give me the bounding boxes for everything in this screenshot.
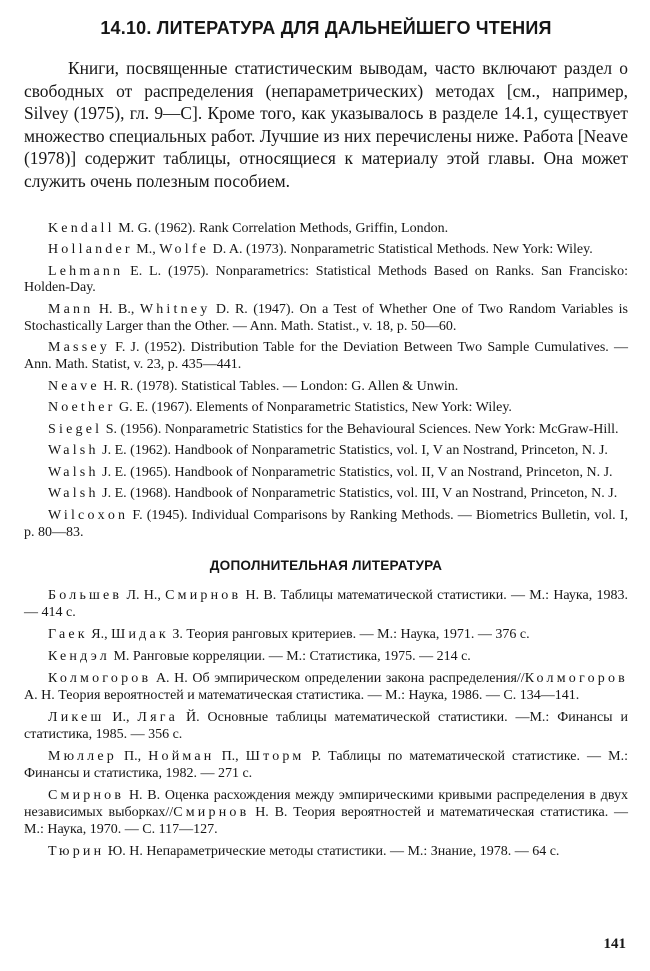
reference-entry: [24, 400, 628, 417]
reference-entry: [24, 340, 628, 374]
reference-author: Kendall: [48, 220, 115, 236]
reference-text: П.,: [214, 748, 246, 764]
reference-text: G. E. (1967). Elements of Nonparametric Statistics, New York: Wiley.: [115, 400, 512, 416]
reference-text: Ю. Н. Непараметрические методы статистики. — М.: Знание, 1978. — 64 с.: [104, 843, 560, 859]
reference-text: S. (1956). Nonparametric Statistics for the Behavioural Sciences. New York: McGraw-Hill.: [102, 421, 619, 437]
reference-entry: [24, 710, 628, 744]
reference-author: Walsh: [48, 486, 99, 502]
reference-text: E. L. (1975). Nonparametrics: Statistical Methods Based on Ranks. San Francisko: Holden-Day.: [24, 263, 628, 296]
reference-entry: [24, 649, 628, 666]
reference-entry: [24, 302, 628, 336]
reference-entry: [24, 465, 628, 482]
reference-entry: [24, 422, 628, 439]
reference-author: Mann: [48, 301, 94, 317]
reference-text: M. G. (1962). Rank Correlation Methods, Griffin, London.: [114, 220, 449, 236]
reference-text: F. (1945). Individual Comparisons by Ranking Methods. — Biometrics Bulletin, vol. I, p. 80—83.: [24, 507, 628, 540]
reference-author: Мюллер: [48, 748, 117, 764]
reference-author: Гаек: [48, 626, 88, 642]
reference-author: Смирнов: [165, 587, 242, 603]
reference-text: H. B.,: [93, 301, 140, 317]
section-title: 14.10. ЛИТЕРАТУРА ДЛЯ ДАЛЬНЕЙШЕГО ЧТЕНИЯ: [100, 18, 552, 38]
reference-author: Нойман: [148, 748, 215, 764]
reference-text: J. E. (1965). Handbook of Nonparametric Statistics, vol. II, V an Nostrand, Princeton, N. J.: [98, 464, 613, 480]
reference-entry: [24, 379, 628, 396]
reference-text: З. Теория ранговых критериев. — М.: Наука, 1971. — 376 с.: [168, 626, 530, 642]
additional-reference-list: [24, 588, 628, 861]
reference-entry: [24, 508, 628, 542]
reference-text: А. Н. Теория вероятностей и математическая статистика. — М.: Наука, 1986. — С. 134—141.: [24, 687, 580, 703]
intro-paragraph: Книги, посвященные статистическим выводам, часто включают раздел о свободных от распределения (непараметрических) методах [см., например, Silvey (1975), гл. 9—C]. Кроме того, как указывалось в разделе 14.1, существует множество специальных работ. Лучшие из них перечислены ниже. Работа [Neave (1978)] содержит таблицы, относящиеся к материалу этой главы. Она может служить очень полезным пособием.: [24, 58, 628, 191]
reference-entry: [24, 671, 628, 705]
reference-text: Н. В. Таблицы математической статистики. — М.: Наука, 1983. — 414 с.: [24, 587, 628, 620]
reference-entry: [24, 264, 628, 298]
reference-text: Л. Н.,: [122, 587, 166, 603]
reference-text: Й. Основные таблицы математической статистики. —М.: Финансы и статистика, 1985. — 356 с.: [24, 709, 628, 742]
reference-author: Hollander: [48, 242, 133, 258]
reference-text: Р. Таблицы по математической статистике. — М.: Финансы и статистика, 1982. — 271 с.: [24, 748, 628, 781]
reference-text: D. R. (1947). On a Test of Whether One of Two Random Variables is Stochastically Larger than the Other. — Ann. Math. Statist., v. 18, p. 50—60.: [24, 301, 629, 334]
reference-text: М. Ранговые корреляции. — М.: Статистика, 1975. — 214 с.: [109, 648, 471, 664]
reference-text: Я.,: [87, 626, 112, 642]
reference-author: Кендэл: [48, 648, 110, 664]
reference-text: M.,: [132, 242, 160, 258]
reference-entry: [24, 486, 628, 503]
reference-author: Большев: [48, 587, 123, 603]
reference-author: Whitney: [139, 301, 211, 317]
reference-entry: [24, 788, 628, 839]
reference-author: Смирнов: [173, 804, 250, 820]
reference-author: Wolfe: [159, 242, 210, 258]
reference-entry: [24, 443, 628, 460]
reference-author: Neave: [48, 378, 100, 394]
reference-text: Н. В. Оценка расхождения между эмпирическими кривыми распределения в двух независимых выборках//: [24, 787, 628, 820]
reference-author: Смирнов: [48, 787, 125, 803]
reference-author: Тюрин: [48, 843, 105, 859]
reference-text: И.,: [104, 709, 138, 725]
reference-text: J. E. (1962). Handbook of Nonparametric Statistics, vol. I, V an Nostrand, Princeton, N. J.: [98, 443, 608, 459]
reference-author: Wilcoxon: [48, 507, 129, 523]
reference-author: Walsh: [48, 464, 99, 480]
additional-literature-heading: ДОПОЛНИТЕЛЬНАЯ ЛИТЕРАТУРА: [209, 557, 443, 573]
reference-author: Noether: [48, 400, 116, 416]
reference-author: Колмогоров: [524, 670, 628, 686]
reference-author: Ляга: [137, 709, 179, 725]
reference-author: Walsh: [48, 443, 99, 459]
reference-author: Massey: [48, 340, 110, 356]
reference-entry: [24, 588, 628, 622]
reference-entry: [24, 844, 628, 861]
reference-text: H. R. (1978). Statistical Tables. — London: G. Allen & Unwin.: [99, 378, 459, 394]
page-number: 141: [603, 936, 626, 952]
reference-author: Siegel: [48, 421, 103, 437]
reference-entry: [24, 627, 628, 644]
reference-entry: [24, 242, 628, 259]
reference-text: D. A. (1973). Nonparametric Statistical Methods. New York: Wiley.: [209, 242, 593, 258]
reference-author: Шидак: [111, 626, 169, 642]
reference-text: J. E. (1968). Handbook of Nonparametric Statistics, vol. III, V an Nostrand, Princeton, N. J.: [98, 486, 618, 502]
reference-text: А. Н. Об эмпирическом определении закона распределения//: [151, 670, 525, 686]
reference-entry: [24, 749, 628, 783]
reference-author: Шторм: [245, 748, 305, 764]
reference-text: Н. В. Теория вероятностей и математическая статистика. — М.: Наука, 1970. — С. 117—127.: [24, 804, 628, 837]
reference-author: Ликеш: [48, 709, 105, 725]
reference-entry: [24, 221, 628, 238]
reference-list: [24, 221, 628, 542]
reference-text: П.,: [116, 748, 149, 764]
reference-author: Lehmann: [48, 263, 124, 279]
reference-text: F. J. (1952). Distribution Table for the Deviation Between Two Sample Cumulatives. — Ann. Math. Statist, v. 23, p. 435—441.: [24, 340, 628, 373]
reference-author: Колмогоров: [48, 670, 152, 686]
